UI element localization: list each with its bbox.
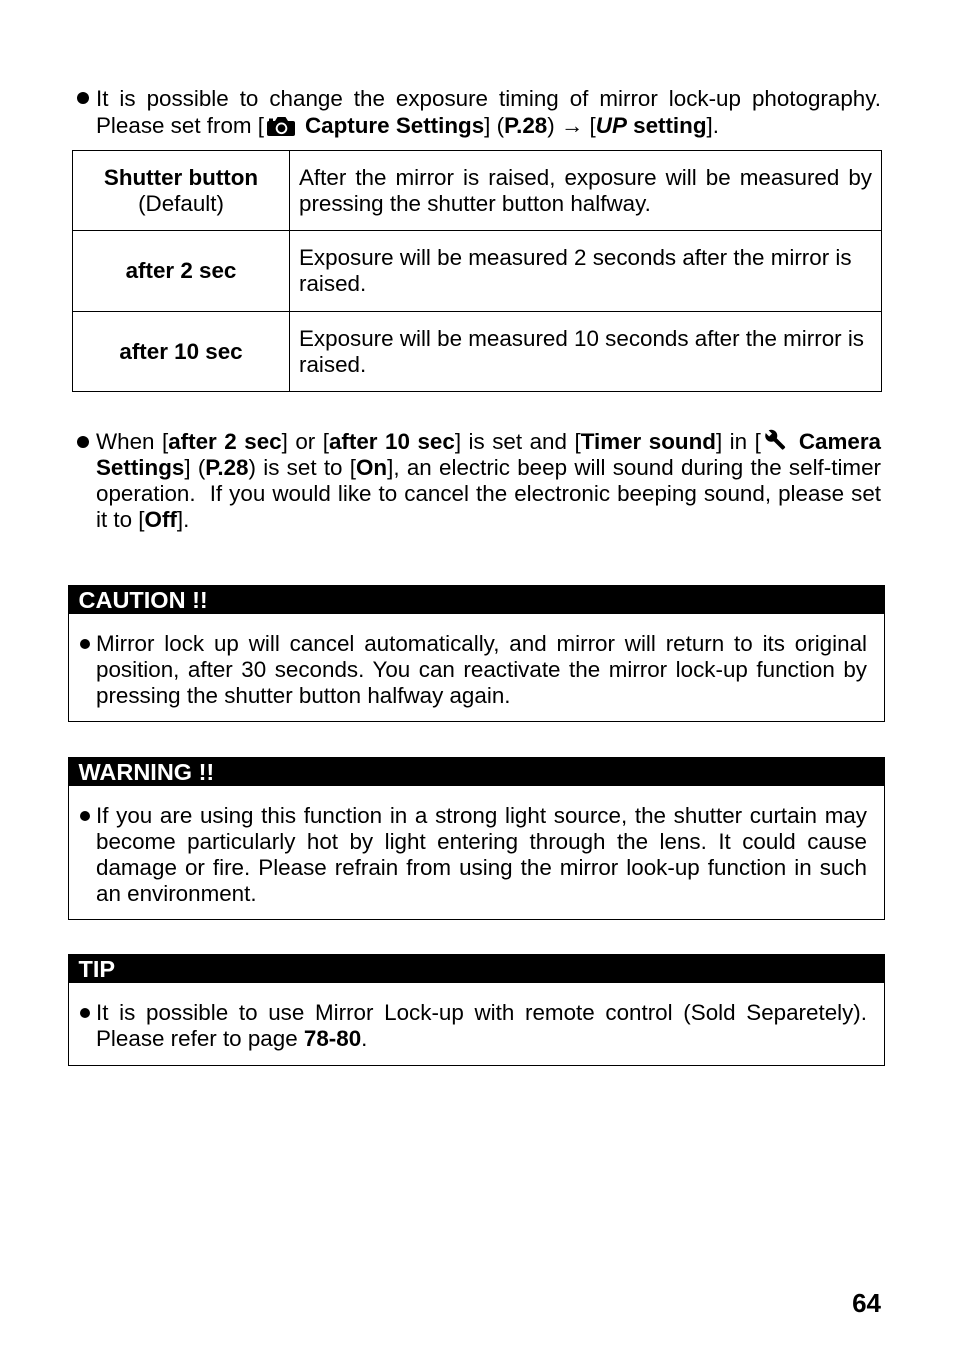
text-run: an environment. bbox=[96, 880, 257, 906]
bold-text-run: Settings bbox=[96, 455, 185, 480]
bold-text-run: P.28 bbox=[205, 455, 249, 480]
bullet-icon bbox=[80, 1008, 90, 1018]
wrench-icon bbox=[763, 429, 789, 452]
warning-text bbox=[96, 803, 867, 907]
text-run: it to [ bbox=[96, 507, 145, 532]
table-row bbox=[73, 231, 882, 312]
tip-body bbox=[69, 983, 884, 1052]
camera-icon bbox=[266, 116, 296, 136]
text-line bbox=[96, 429, 881, 455]
tip-title: TIP bbox=[78, 956, 116, 982]
option-description: After the mirror is raised, exposure will be measured by pressing the shutter button halfway. bbox=[290, 151, 882, 231]
bullet-icon bbox=[77, 92, 89, 104]
caution-header bbox=[69, 586, 884, 614]
text-line bbox=[96, 855, 867, 881]
bullet-icon bbox=[80, 639, 90, 649]
text-run: ]. bbox=[176, 507, 190, 532]
text-run: become particularly hot by light entering through the lens. It could cause bbox=[96, 828, 867, 854]
text-run: ] in [ bbox=[715, 429, 761, 454]
option-description: Exposure will be measured 2 seconds after the mirror is raised. bbox=[290, 231, 882, 312]
text-run: [ bbox=[583, 113, 596, 138]
option-cell bbox=[73, 231, 290, 312]
option-description: Exposure will be measured 10 seconds after the mirror is raised. bbox=[290, 312, 882, 392]
bold-text-run: Capture Settings bbox=[305, 113, 485, 138]
bold-text-run: Off bbox=[144, 507, 177, 532]
text-run: . bbox=[361, 1025, 368, 1051]
caution-title: CAUTION !! bbox=[78, 587, 208, 613]
text-run: Please refer to page bbox=[96, 1025, 304, 1051]
option-label: Shutter button bbox=[103, 164, 259, 190]
table-row bbox=[73, 151, 882, 231]
warning-box bbox=[68, 757, 885, 920]
text-run: ] ( bbox=[184, 455, 206, 480]
text-line bbox=[96, 1000, 867, 1026]
text-run: It is possible to use Mirror Lock-up with remote control (Sold Separetely). bbox=[96, 999, 867, 1025]
caution-box bbox=[68, 585, 885, 722]
bold-text-run: Timer sound bbox=[580, 429, 716, 454]
warning-body bbox=[69, 786, 884, 907]
text-line bbox=[96, 85, 881, 112]
text-line bbox=[96, 112, 881, 139]
text-run: → bbox=[560, 113, 584, 138]
bullet-icon bbox=[77, 436, 89, 448]
bold-text-run: 78-80 bbox=[303, 1025, 362, 1051]
text-run: ] is set and [ bbox=[454, 429, 581, 454]
text-line bbox=[96, 683, 867, 709]
option-note: (Default) bbox=[138, 190, 224, 216]
text-line bbox=[96, 455, 881, 481]
tip-header bbox=[69, 955, 884, 983]
bold-text-run: after 2 sec bbox=[168, 429, 282, 454]
exposure-timing-note bbox=[96, 85, 881, 139]
page-number: 64 bbox=[852, 1288, 881, 1318]
bold-text-run: P.28 bbox=[504, 113, 548, 138]
caution-text bbox=[96, 631, 867, 709]
text-run: damage or fire. Please refrain from using the mirror look-up function in such bbox=[96, 854, 867, 880]
timer-sound-note bbox=[96, 429, 881, 533]
bold-text-run: UP bbox=[595, 113, 627, 138]
text-run: Mirror lock up will cancel automatically, and mirror will return to its original bbox=[96, 630, 867, 656]
tip-box bbox=[68, 954, 885, 1066]
text-run: ], an electric beep will sound during the self-timer bbox=[387, 455, 881, 480]
text-line bbox=[96, 881, 867, 907]
text-run: ) bbox=[547, 113, 561, 138]
text-run: operation. If you would like to cancel the electronic beeping sound, please set bbox=[96, 481, 881, 506]
warning-title: WARNING !! bbox=[78, 759, 215, 785]
text-run: pressing the shutter button halfway again. bbox=[96, 682, 511, 708]
bold-text-run: setting bbox=[626, 113, 707, 138]
bold-text-run: Camera bbox=[798, 429, 882, 454]
text-run: ] ( bbox=[484, 113, 505, 138]
option-cell bbox=[73, 312, 290, 392]
text-run: ) is set to [ bbox=[248, 455, 357, 480]
option-cell bbox=[73, 151, 290, 231]
text-run: position, after 30 seconds. You can reactivate the mirror lock-up function by bbox=[96, 656, 867, 682]
text-line bbox=[96, 1026, 867, 1052]
exposure-timing-table bbox=[72, 150, 882, 392]
text-run: ]. bbox=[706, 113, 719, 138]
option-label: after 10 sec bbox=[119, 338, 243, 364]
table-row bbox=[73, 312, 882, 392]
text-run: ] or [ bbox=[281, 429, 329, 454]
text-line bbox=[96, 507, 881, 533]
text-run: If you are using this function in a strong light source, the shutter curtain may bbox=[96, 802, 867, 828]
text-line bbox=[96, 657, 867, 683]
warning-header bbox=[69, 758, 884, 786]
text-run: Please set from [ bbox=[96, 113, 264, 138]
option-label: after 2 sec bbox=[125, 258, 237, 283]
text-run: When [ bbox=[96, 429, 169, 454]
text-line bbox=[96, 481, 881, 507]
bullet-icon bbox=[80, 811, 90, 821]
text-run: It is possible to change the exposure timing of mirror lock-up photography. bbox=[96, 86, 881, 111]
bold-text-run: after 10 sec bbox=[328, 429, 455, 454]
caution-body bbox=[69, 614, 884, 709]
tip-text bbox=[96, 1000, 867, 1052]
bold-text-run: On bbox=[356, 455, 388, 480]
text-line bbox=[96, 803, 867, 829]
text-line bbox=[96, 631, 867, 657]
text-line bbox=[96, 829, 867, 855]
